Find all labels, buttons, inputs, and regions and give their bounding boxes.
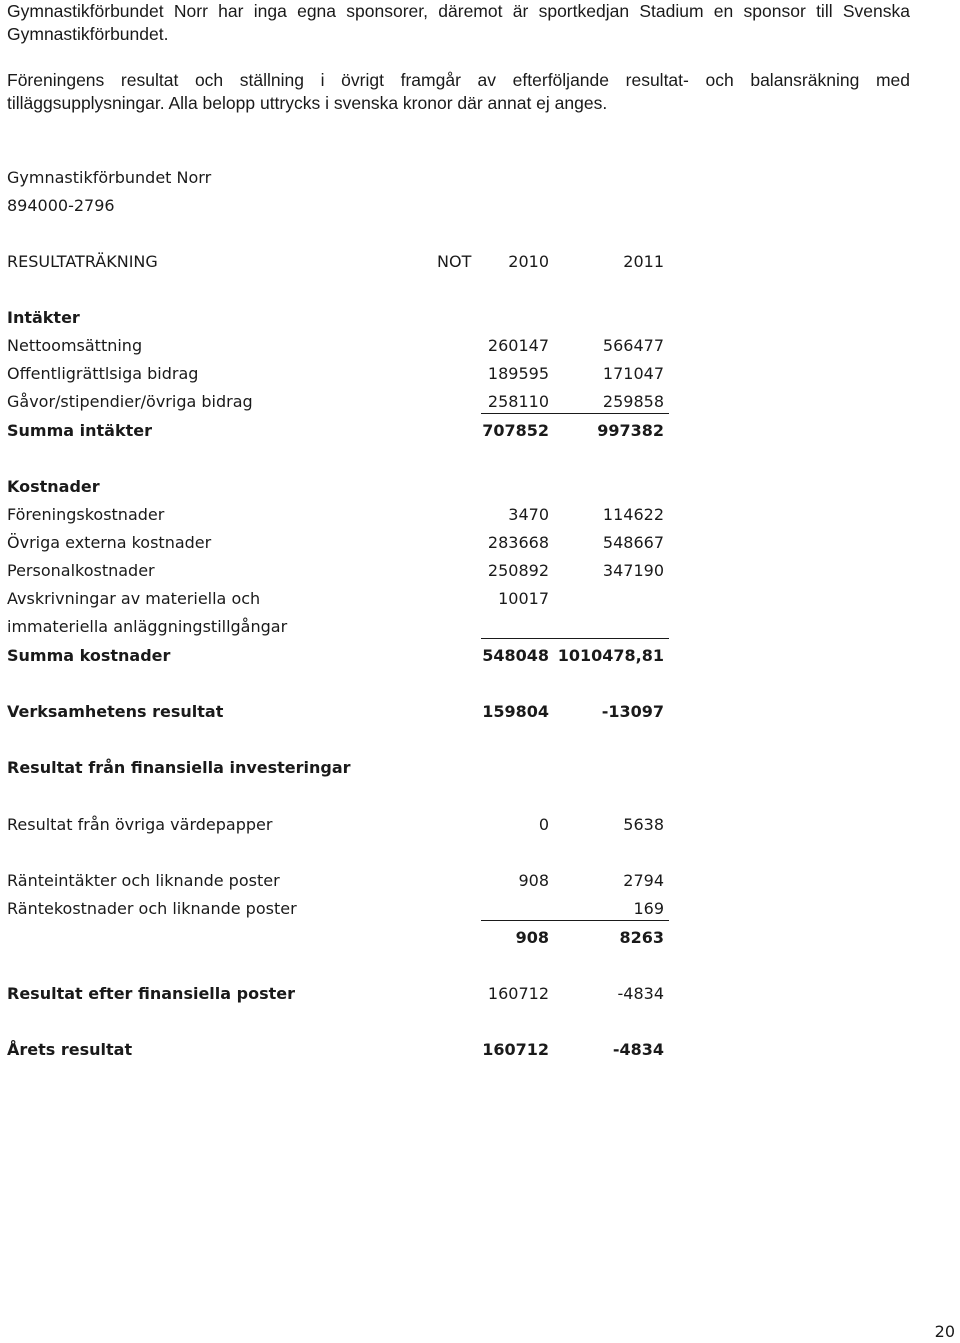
row-label: Gåvor/stipendier/övriga bidrag [7, 392, 253, 411]
row-value-2010: 3470 [508, 505, 549, 524]
row-value-2011: -4834 [617, 984, 664, 1003]
row-label-continued: immateriella anläggningstillgångar [7, 617, 288, 636]
row-value-2010: 0 [538, 815, 549, 834]
row-value-2010: 908 [518, 871, 549, 890]
row-value-2010: 258110 [487, 392, 549, 411]
row-label: Nettoomsättning [7, 336, 143, 355]
row-value-2010: 10017 [498, 589, 549, 608]
column-header-2011: 2011 [623, 252, 664, 271]
row-value-2010: 250892 [487, 561, 549, 580]
row-label: Avskrivningar av materiella och [7, 589, 261, 608]
organisation-name: Gymnastikförbundet Norr [7, 168, 212, 187]
row-label: Resultat från övriga värdepapper [7, 815, 273, 834]
row-value-2011: 1010478,81 [557, 646, 664, 665]
row-label: Ränteintäkter och liknande poster [7, 871, 280, 890]
intro-paragraph-results: Föreningens resultat och ställning i övrigt framgår av efterföljande resultat- och balansräkning med tilläggsupplysningar. Alla belopp uttrycks i svenska kronor där annat ej anges. [7, 70, 910, 113]
row-value-2011: -13097 [601, 702, 664, 721]
subtotal-value-2010: 908 [515, 928, 549, 947]
section-heading-financial: Resultat från finansiella investeringar [7, 758, 351, 777]
row-value-2010: 260147 [487, 336, 549, 355]
row-label: Offentligrättlsiga bidrag [7, 364, 199, 383]
row-value-2011: 997382 [597, 421, 664, 440]
row-label-total: Verksamhetens resultat [7, 702, 224, 721]
row-label: Föreningskostnader [7, 505, 165, 524]
row-label-total: Resultat efter finansiella poster [7, 984, 295, 1003]
row-value-2011: 548667 [602, 533, 664, 552]
row-value-2011: 171047 [602, 364, 664, 383]
section-heading-costs: Kostnader [7, 477, 100, 496]
intro-paragraph-sponsors: Gymnastikförbundet Norr har inga egna sponsorer, däremot är sportkedjan Stadium en sponsor till Svenska Gymnastikförbundet. [7, 1, 910, 44]
row-value-2010: 160712 [487, 984, 549, 1003]
sum-rule [481, 413, 669, 414]
row-label: Räntekostnader och liknande poster [7, 899, 297, 918]
row-value-2011: 169 [633, 899, 664, 918]
row-value-2010: 707852 [482, 421, 549, 440]
row-value-2010: 189595 [487, 364, 549, 383]
row-value-2011: 2794 [623, 871, 664, 890]
row-label: Övriga externa kostnader [7, 533, 212, 552]
page-number: 20 [934, 1322, 955, 1341]
organisation-number: 894000-2796 [7, 196, 115, 215]
row-value-2011: 259858 [602, 392, 664, 411]
row-value-2010: 160712 [482, 1040, 549, 1059]
row-label-total: Summa intäkter [7, 421, 152, 440]
row-value-2011: 347190 [602, 561, 664, 580]
statement-heading: RESULTATRÄKNING [7, 252, 158, 271]
sum-rule [481, 638, 669, 639]
column-header-not: NOT [437, 252, 472, 271]
row-label-total: Summa kostnader [7, 646, 171, 665]
row-value-2010: 159804 [482, 702, 549, 721]
row-value-2011: 566477 [602, 336, 664, 355]
sum-rule [481, 920, 669, 921]
subtotal-value-2011: 8263 [619, 928, 664, 947]
row-value-2010: 548048 [482, 646, 549, 665]
row-value-2011: 5638 [623, 815, 664, 834]
row-value-2011: 114622 [602, 505, 664, 524]
row-label: Personalkostnader [7, 561, 155, 580]
row-value-2010: 283668 [487, 533, 549, 552]
section-heading-income: Intäkter [7, 308, 80, 327]
column-header-2010: 2010 [508, 252, 549, 271]
row-value-2011: -4834 [612, 1040, 664, 1059]
row-label-total: Årets resultat [7, 1040, 133, 1059]
